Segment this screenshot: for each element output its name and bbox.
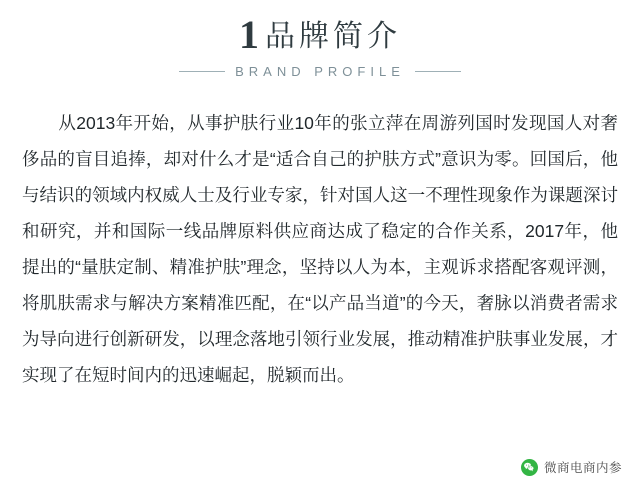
divider-right [415,71,461,72]
divider-left [179,71,225,72]
subtitle-row [0,64,640,79]
footer-label: 微商电商内参 [543,461,622,475]
page-title: 品牌简介 [265,20,401,53]
section-header [0,0,640,79]
footer-credit [521,458,622,476]
wechat-icon [521,459,538,476]
section-number: 1 [239,12,259,57]
title-row [0,12,640,57]
article-paragraph: 从2013年开始，从事护肤行业10年的张立萍在周游列国时发现国人对奢侈品的盲目追捧，却对什么才是“适合自己的护肤方式”意识为零。回国后，他与结识的领域内权威人士及行业专家，针对国人这一不理性现象作为课题深讨和研究，并和国际一线品牌原料供应商达成了稳定的合作关系，2017年，他提出的“量肤定制、精准护肤”理念，坚持以人为本，主观诉求搭配客观评测，将肌肤需求与解决方案精准匹配，在“以产品当道”的今天，奢脉以消费者需求为导向进行创新研发，以理念落地引领行业发展，推动精准护肤事业发展，才实现了在短时间内的迅速崛起，脱颖而出。 [22,113,618,385]
page-subtitle: BRAND PROFILE [235,64,405,79]
article-body [22,105,618,393]
